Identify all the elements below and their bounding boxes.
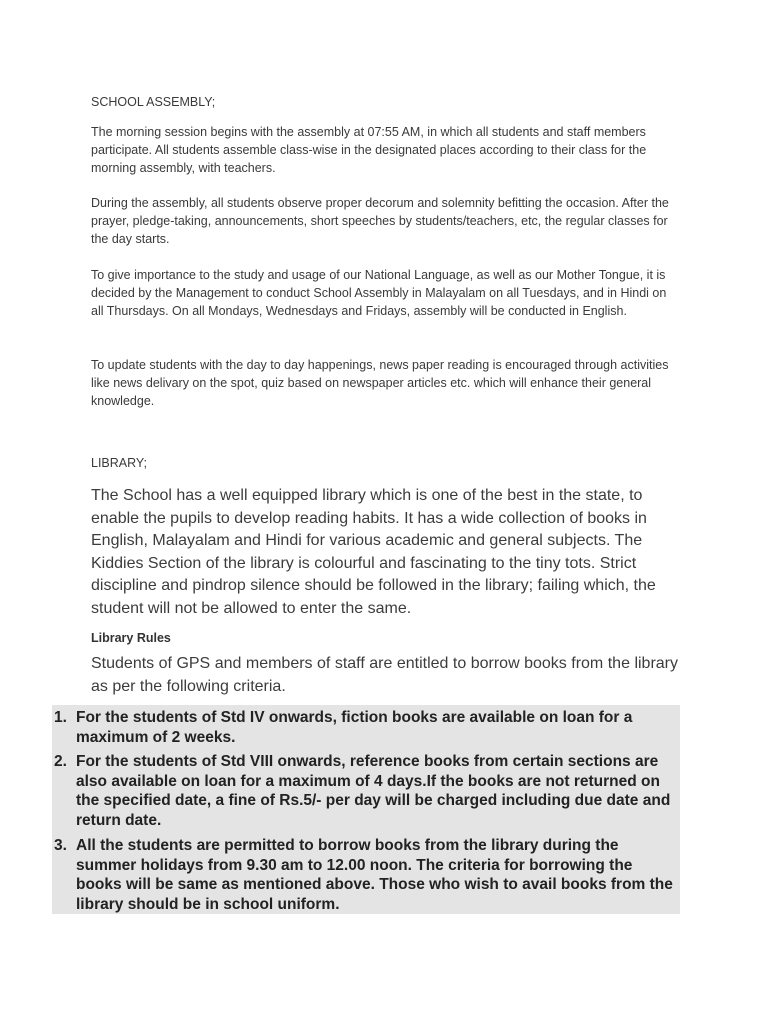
rule-number: 2.: [54, 753, 67, 770]
assembly-paragraph-2: During the assembly, all students observe proper decorum and solemnity befitting the occasion. After the prayer, pledge-taking, announcements, short speeches by students/teachers, etc, the regular classes for the day starts.: [91, 196, 669, 246]
library-intro: The School has a well equipped library which is one of the best in the state, to enable the pupils to develop reading habits. It has a wide collection of books in English, Malayalam and Hindi for various academic and general subjects. The Kiddies Section of the library is colourful and fascinating to the tiny tots. Strict discipline and pindrop silence should be followed in the library; failing which, the student will not be allowed to enter the same.: [91, 487, 656, 617]
rule-text: For the students of Std VIII onwards, reference books from certain sections are also available on loan for a maximum of 4 days.If the books are not returned on the specified date, a fine of Rs.5/- per day will be charged including due date and return date.: [76, 753, 671, 829]
rule-text: For the students of Std IV onwards, fiction books are available on loan for a maximum of 2 weeks.: [76, 709, 633, 746]
rule-number: 3.: [54, 837, 67, 854]
rule-text: All the students are permitted to borrow books from the library during the summer holidays from 9.30 am to 12.00 noon. The criteria for borrowing the books will be same as mentioned above. Those who wish to avail books from the library should be in school uniform.: [76, 837, 673, 913]
library-heading: LIBRARY;: [91, 456, 147, 470]
assembly-paragraph-1: The morning session begins with the assembly at 07:55 AM, in which all students and staff members participate. All students assemble class-wise in the designated places according to their class for the morning assembly, with teachers.: [91, 125, 647, 175]
borrowing-criteria: Students of GPS and members of staff are entitled to borrow books from the library as per the following criteria.: [91, 655, 678, 695]
library-rules-list: [52, 705, 680, 914]
library-rules-title: Library Rules: [91, 631, 171, 645]
assembly-paragraph-4: To update students with the day to day happenings, news paper reading is encouraged through activities like news delivary on the spot, quiz based on newspaper articles etc. which will enhance their general knowledge.: [91, 358, 669, 408]
assembly-paragraph-3: To give importance to the study and usage of our National Language, as well as our Mother Tongue, it is decided by the Management to conduct School Assembly in Malayalam on all Tuesdays, and in Hindi on all Thursdays. On all Mondays, Wednesdays and Fridays, assembly will be conducted in English.: [91, 268, 667, 318]
assembly-heading: SCHOOL ASSEMBLY;: [91, 95, 216, 109]
rule-number: 1.: [54, 709, 67, 726]
